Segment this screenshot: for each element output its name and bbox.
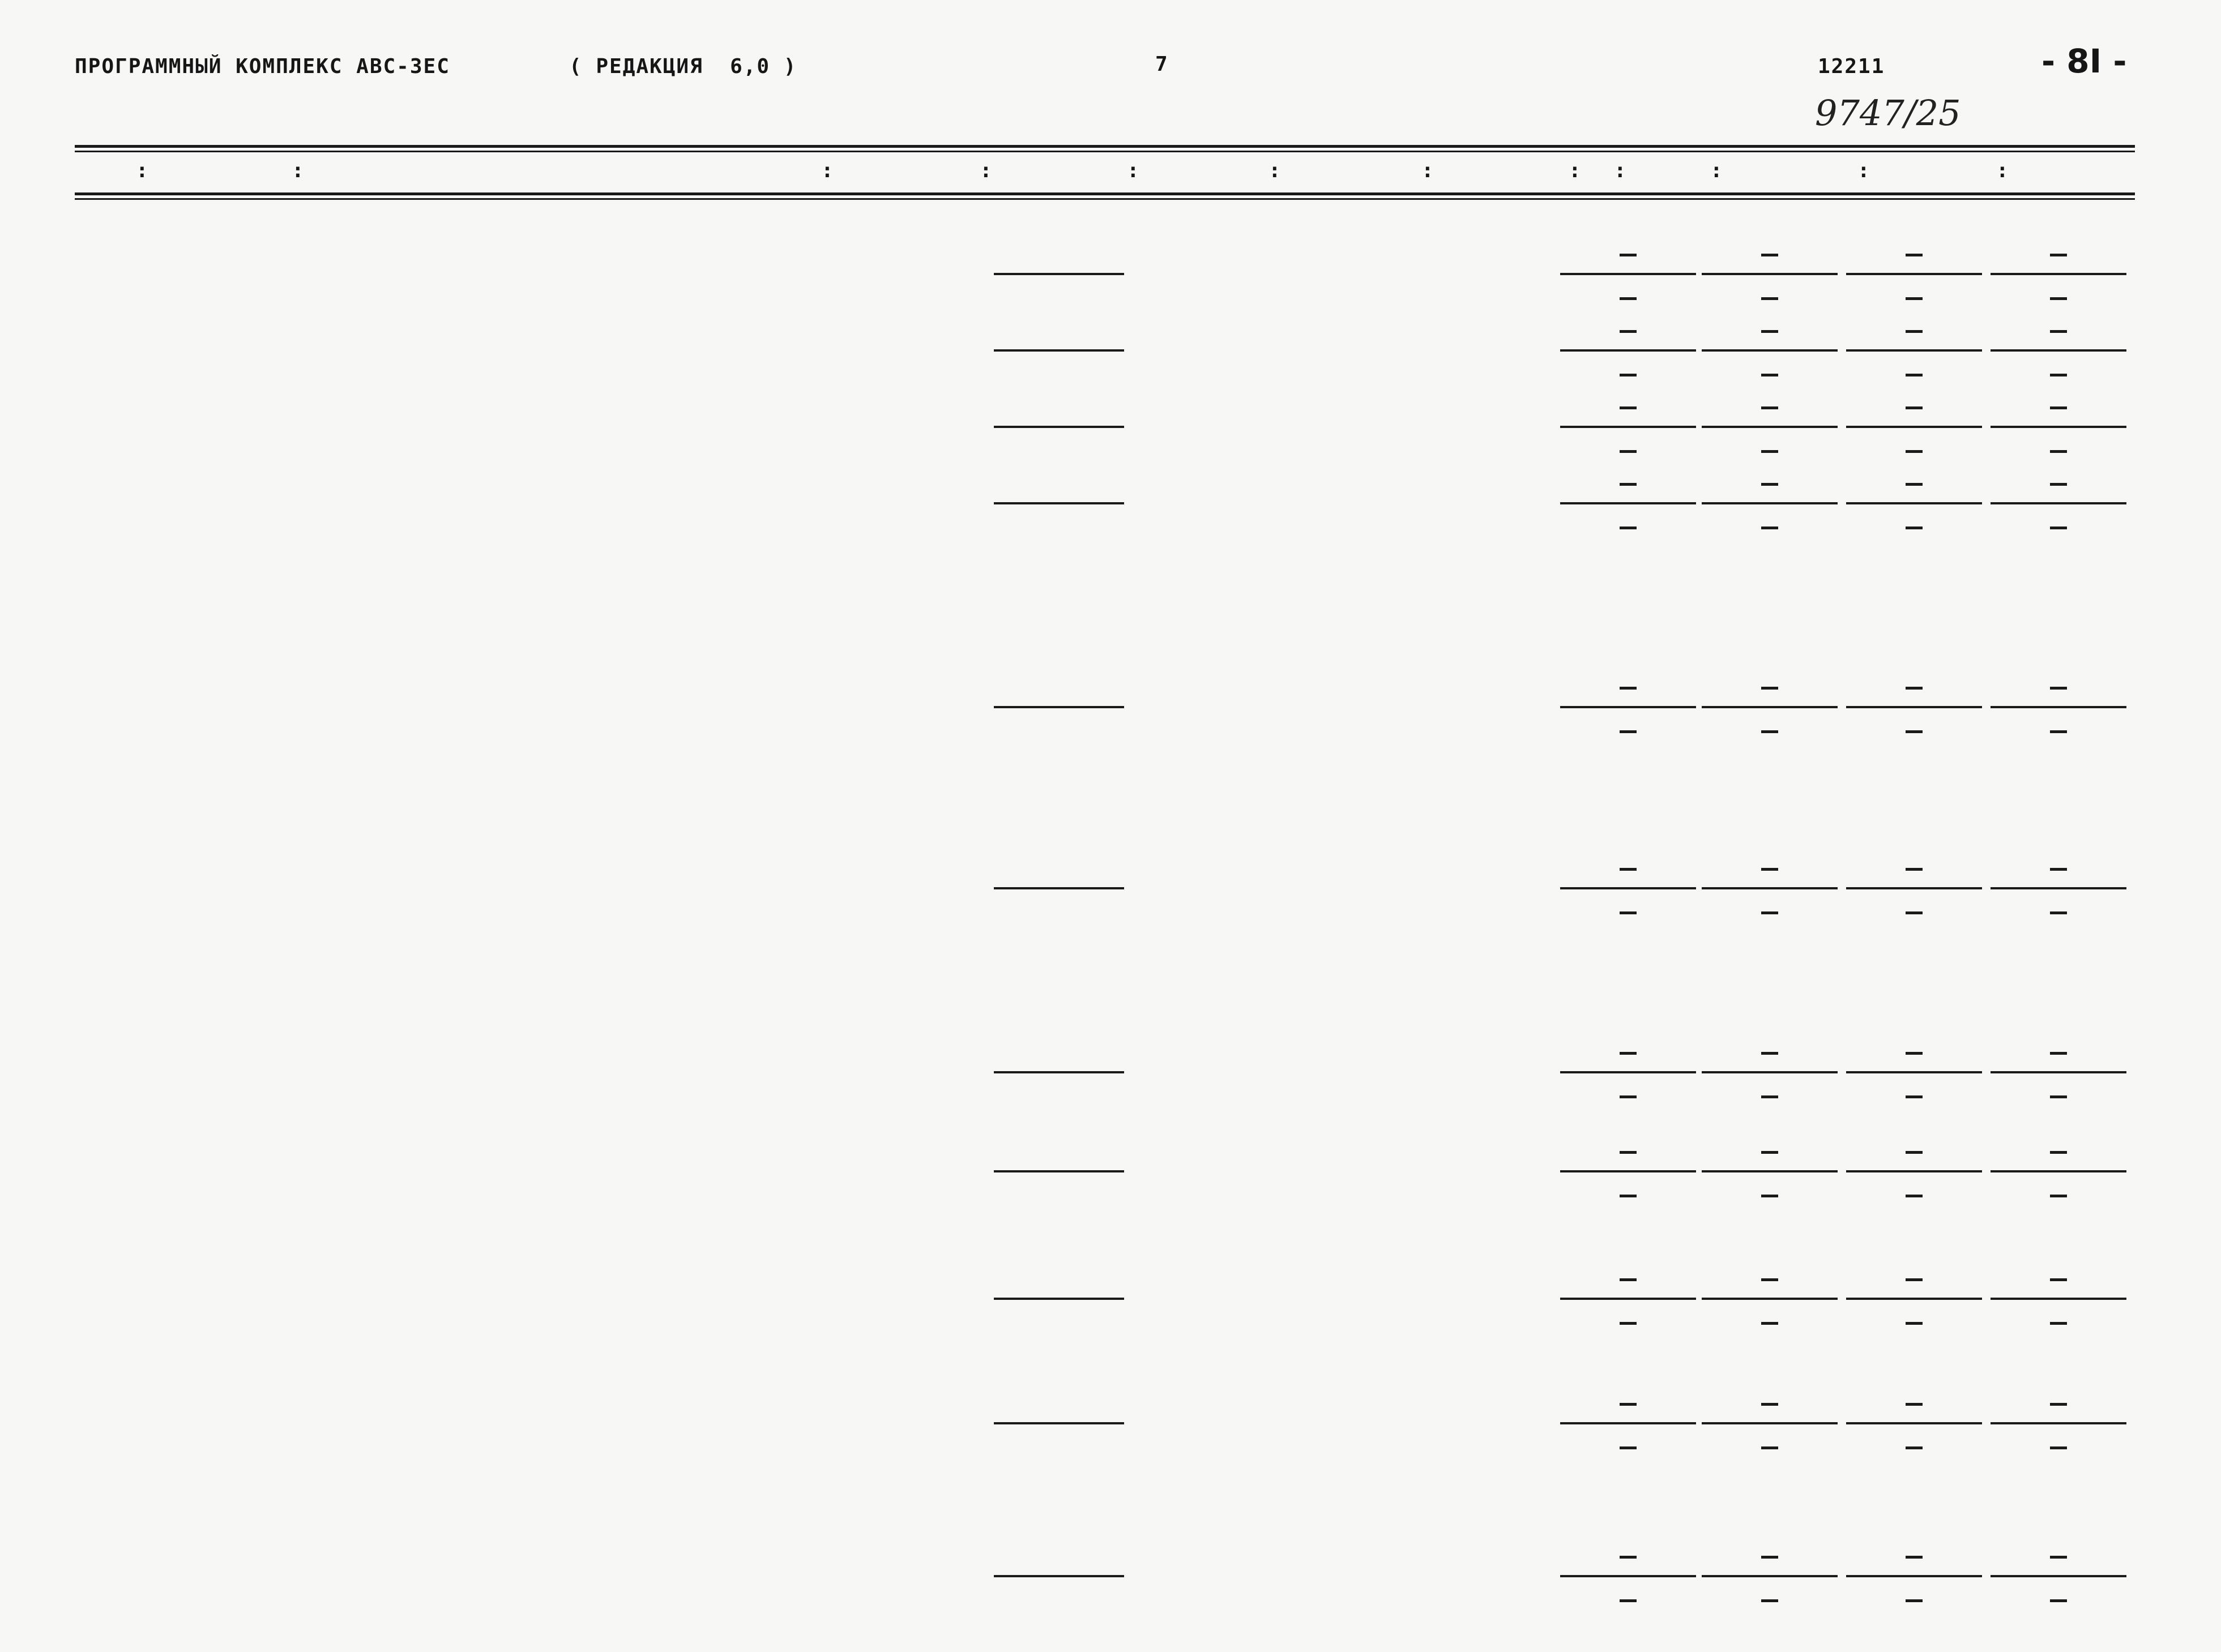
row-col5-bar xyxy=(994,706,1124,708)
row-col10-dash-bottom xyxy=(1761,1195,1778,1197)
row-col9-dash-bottom xyxy=(1620,1195,1637,1197)
row-col10-dash-top xyxy=(1761,406,1778,409)
row-col12-rule xyxy=(1991,1071,2126,1073)
row-col12-rule xyxy=(1991,1575,2126,1577)
row-col11-rule xyxy=(1846,1575,1982,1577)
row-col10-dash-bottom xyxy=(1761,730,1778,733)
row-col11-dash-top xyxy=(1906,687,1923,690)
row-col11-dash-bottom xyxy=(1906,527,1923,529)
row-col5-bar xyxy=(994,502,1124,504)
row-col10-dash-top xyxy=(1761,687,1778,690)
row-col9-dash-top xyxy=(1620,687,1637,690)
row-col5-bar xyxy=(994,887,1124,889)
row-col9-rule xyxy=(1560,1170,1696,1172)
header-rule-bottom xyxy=(75,192,2135,195)
row-col11-dash-top xyxy=(1906,1052,1923,1055)
row-col11-dash-top xyxy=(1906,868,1923,871)
row-col10-rule xyxy=(1702,1575,1838,1577)
row-col11-dash-bottom xyxy=(1906,1195,1923,1197)
row-col9-dash-top xyxy=(1620,483,1637,486)
column-separator: : xyxy=(1569,159,1582,182)
column-separator: : xyxy=(1996,159,2010,182)
row-col11-dash-bottom xyxy=(1906,450,1923,453)
row-col10-dash-top xyxy=(1761,254,1778,256)
row-col11-dash-bottom xyxy=(1906,911,1923,914)
row-col12-rule xyxy=(1991,1298,2126,1300)
row-col9-dash-bottom xyxy=(1620,730,1637,733)
row-col11-rule xyxy=(1846,887,1982,889)
row-col12-dash-top xyxy=(2050,1278,2067,1281)
row-col12-dash-bottom xyxy=(2050,1599,2067,1602)
row-col9-dash-bottom xyxy=(1620,1322,1637,1325)
column-separator: : xyxy=(1421,159,1435,182)
row-col9-rule xyxy=(1560,1575,1696,1577)
row-col11-dash-bottom xyxy=(1906,1599,1923,1602)
row-col12-dash-bottom xyxy=(2050,911,2067,914)
row-col11-rule xyxy=(1846,426,1982,428)
header-rule-bottom-inner xyxy=(75,198,2135,200)
column-separator: : xyxy=(136,159,150,182)
row-col5-bar xyxy=(994,349,1124,352)
row-col10-dash-top xyxy=(1761,483,1778,486)
row-col5-bar xyxy=(994,426,1124,428)
column-separator: : xyxy=(821,159,835,182)
row-col10-dash-top xyxy=(1761,1556,1778,1559)
row-col9-rule xyxy=(1560,706,1696,708)
row-col10-dash-top xyxy=(1761,1151,1778,1154)
column-separator: : xyxy=(292,159,305,182)
row-col12-dash-bottom xyxy=(2050,1446,2067,1449)
column-separator: : xyxy=(1857,159,1871,182)
row-col11-rule xyxy=(1846,1422,1982,1424)
row-col12-rule xyxy=(1991,887,2126,889)
row-col10-dash-bottom xyxy=(1761,911,1778,914)
row-col9-dash-bottom xyxy=(1620,297,1637,300)
row-col9-rule xyxy=(1560,1422,1696,1424)
row-col11-dash-bottom xyxy=(1906,374,1923,376)
row-col9-rule xyxy=(1560,502,1696,504)
row-col12-dash-top xyxy=(2050,254,2067,256)
row-col12-dash-top xyxy=(2050,687,2067,690)
row-col9-dash-bottom xyxy=(1620,911,1637,914)
column-separator: : xyxy=(1710,159,1724,182)
row-col10-dash-bottom xyxy=(1761,1599,1778,1602)
row-col11-dash-top xyxy=(1906,254,1923,256)
document-code: 12211 xyxy=(1818,55,1885,78)
row-col5-bar xyxy=(994,1575,1124,1577)
row-col10-rule xyxy=(1702,349,1838,352)
row-col9-dash-top xyxy=(1620,254,1637,256)
row-col9-rule xyxy=(1560,273,1696,275)
row-col11-dash-bottom xyxy=(1906,1322,1923,1325)
row-col9-rule xyxy=(1560,887,1696,889)
row-col12-dash-bottom xyxy=(2050,297,2067,300)
row-col12-rule xyxy=(1991,1422,2126,1424)
header-rule-top xyxy=(75,145,2135,148)
column-separator: : xyxy=(1614,159,1628,182)
row-col10-rule xyxy=(1702,502,1838,504)
row-col11-rule xyxy=(1846,273,1982,275)
row-col10-dash-bottom xyxy=(1761,1322,1778,1325)
row-col10-dash-top xyxy=(1761,1052,1778,1055)
row-col11-dash-bottom xyxy=(1906,297,1923,300)
row-col5-bar xyxy=(994,1170,1124,1172)
row-col12-dash-bottom xyxy=(2050,1322,2067,1325)
section-number: 7 xyxy=(1155,53,1169,76)
row-col10-dash-bottom xyxy=(1761,374,1778,376)
row-col12-rule xyxy=(1991,426,2126,428)
row-col10-rule xyxy=(1702,1071,1838,1073)
row-col11-rule xyxy=(1846,706,1982,708)
row-col9-dash-bottom xyxy=(1620,1095,1637,1098)
row-col5-bar xyxy=(994,273,1124,275)
row-col12-dash-top xyxy=(2050,1556,2067,1559)
row-col12-dash-top xyxy=(2050,330,2067,333)
row-col9-dash-top xyxy=(1620,868,1637,871)
row-col9-dash-top xyxy=(1620,406,1637,409)
row-col12-rule xyxy=(1991,1170,2126,1172)
row-col11-rule xyxy=(1846,1071,1982,1073)
row-col12-dash-bottom xyxy=(2050,730,2067,733)
row-col9-rule xyxy=(1560,1298,1696,1300)
row-col10-dash-bottom xyxy=(1761,1446,1778,1449)
row-col11-dash-top xyxy=(1906,1556,1923,1559)
row-col12-dash-top xyxy=(2050,868,2067,871)
page-number: - 8I - xyxy=(2041,42,2127,80)
row-col9-dash-top xyxy=(1620,1151,1637,1154)
row-col11-dash-top xyxy=(1906,483,1923,486)
row-col12-dash-top xyxy=(2050,483,2067,486)
row-col12-rule xyxy=(1991,273,2126,275)
row-col12-dash-bottom xyxy=(2050,1095,2067,1098)
row-col9-dash-top xyxy=(1620,1556,1637,1559)
row-col11-dash-top xyxy=(1906,406,1923,409)
row-col9-rule xyxy=(1560,1071,1696,1073)
row-col9-dash-top xyxy=(1620,1052,1637,1055)
row-col9-dash-bottom xyxy=(1620,1446,1637,1449)
row-col10-dash-top xyxy=(1761,1403,1778,1406)
row-col11-rule xyxy=(1846,1298,1982,1300)
row-col10-dash-bottom xyxy=(1761,527,1778,529)
row-col5-bar xyxy=(994,1298,1124,1300)
row-col10-rule xyxy=(1702,1170,1838,1172)
row-col11-dash-top xyxy=(1906,1151,1923,1154)
row-col12-rule xyxy=(1991,502,2126,504)
document-edition: ( РЕДАКЦИЯ 6,0 ) xyxy=(569,55,797,78)
row-col11-dash-top xyxy=(1906,1403,1923,1406)
row-col9-rule xyxy=(1560,349,1696,352)
row-col10-dash-bottom xyxy=(1761,450,1778,453)
row-col5-bar xyxy=(994,1071,1124,1073)
row-col10-dash-bottom xyxy=(1761,297,1778,300)
row-col12-dash-bottom xyxy=(2050,450,2067,453)
row-col9-dash-bottom xyxy=(1620,450,1637,453)
row-col12-dash-top xyxy=(2050,1052,2067,1055)
row-col11-dash-top xyxy=(1906,330,1923,333)
row-col10-rule xyxy=(1702,1422,1838,1424)
row-col9-dash-bottom xyxy=(1620,1599,1637,1602)
row-col12-dash-top xyxy=(2050,1403,2067,1406)
row-col10-rule xyxy=(1702,706,1838,708)
row-col11-rule xyxy=(1846,502,1982,504)
row-col12-dash-bottom xyxy=(2050,1195,2067,1197)
row-col9-dash-top xyxy=(1620,1403,1637,1406)
row-col11-dash-bottom xyxy=(1906,730,1923,733)
row-col12-rule xyxy=(1991,349,2126,352)
row-col10-dash-top xyxy=(1761,868,1778,871)
row-col11-dash-top xyxy=(1906,1278,1923,1281)
row-col12-dash-top xyxy=(2050,1151,2067,1154)
row-col9-rule xyxy=(1560,426,1696,428)
row-col10-dash-bottom xyxy=(1761,1095,1778,1098)
row-col11-dash-bottom xyxy=(1906,1446,1923,1449)
row-col5-bar xyxy=(994,1422,1124,1424)
row-col9-dash-bottom xyxy=(1620,527,1637,529)
column-separator: : xyxy=(980,159,993,182)
row-col12-rule xyxy=(1991,706,2126,708)
row-col11-dash-bottom xyxy=(1906,1095,1923,1098)
row-col10-rule xyxy=(1702,426,1838,428)
row-col10-rule xyxy=(1702,273,1838,275)
row-col9-dash-top xyxy=(1620,330,1637,333)
handwritten-note: 9747/25 xyxy=(1815,92,1961,134)
row-col12-dash-bottom xyxy=(2050,527,2067,529)
row-col10-rule xyxy=(1702,1298,1838,1300)
row-col11-rule xyxy=(1846,349,1982,352)
row-col12-dash-bottom xyxy=(2050,374,2067,376)
row-col10-rule xyxy=(1702,887,1838,889)
row-col9-dash-top xyxy=(1620,1278,1637,1281)
document-title: ПРОГРАММНЫЙ КОМПЛЕКС АВС-3ЕС xyxy=(75,55,450,78)
row-col10-dash-top xyxy=(1761,330,1778,333)
column-separator: : xyxy=(1127,159,1141,182)
header-rule-top-inner xyxy=(75,151,2135,152)
row-col11-rule xyxy=(1846,1170,1982,1172)
row-col10-dash-top xyxy=(1761,1278,1778,1281)
row-col9-dash-bottom xyxy=(1620,374,1637,376)
column-separator: : xyxy=(1268,159,1282,182)
row-col12-dash-top xyxy=(2050,406,2067,409)
